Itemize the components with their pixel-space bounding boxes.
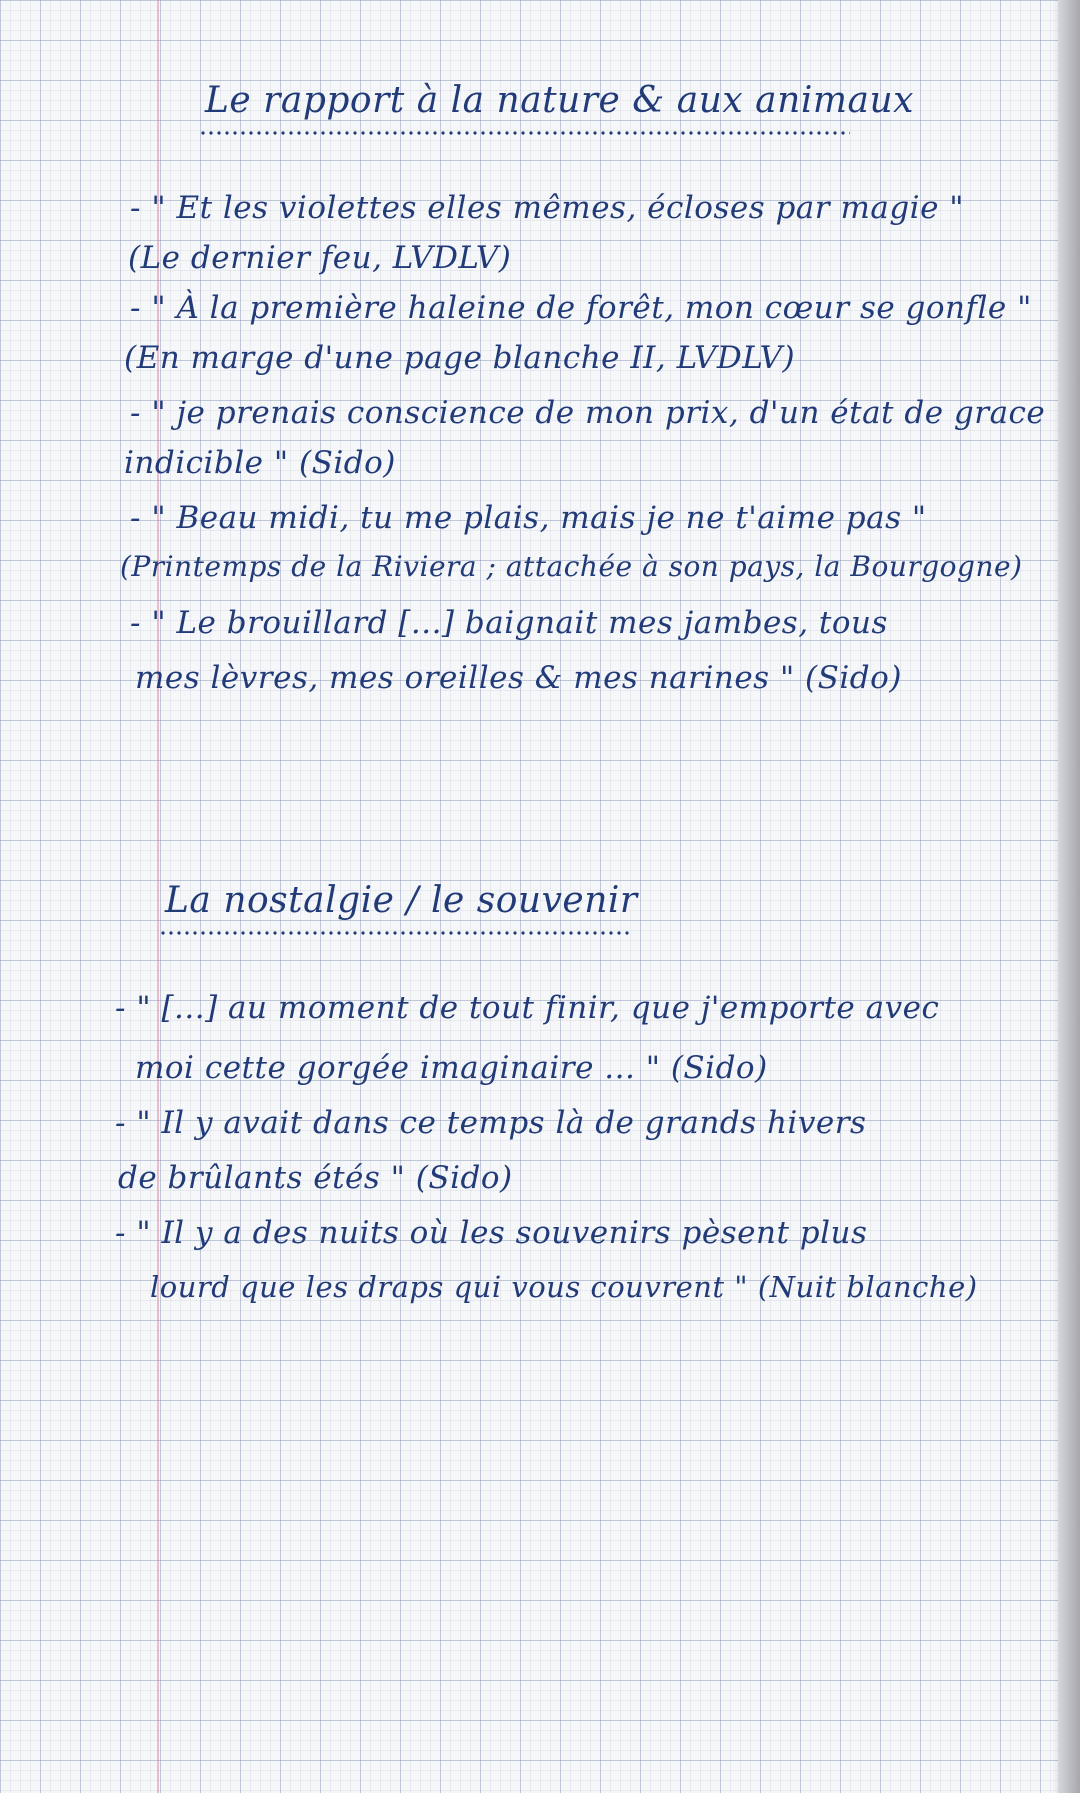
source-line: (Le dernier feu, LVDLV): [128, 240, 512, 276]
quote-line: lourd que les draps qui vous couvrent " (Nuit blanche): [150, 1270, 978, 1304]
title-underline: [160, 930, 630, 936]
quote-line: - " À la première haleine de forêt, mon cœur se gonfle ": [130, 290, 1032, 326]
source-line: (En marge d'une page blanche II, LVDLV): [124, 340, 796, 376]
quote-line: indicible " (Sido): [124, 445, 396, 481]
quote-line: - " Beau midi, tu me plais, mais je ne t'aime pas ": [130, 500, 927, 536]
quote-line: - " Il y avait dans ce temps là de grands hivers: [115, 1105, 867, 1141]
section-title-nature: Le rapport à la nature & aux animaux: [205, 80, 914, 121]
page-edge-shadow: [1052, 0, 1080, 1793]
quote-line: - " je prenais conscience de mon prix, d'un état de grace: [130, 395, 1046, 431]
quote-line: - " Il y a des nuits où les souvenirs pèsent plus: [115, 1215, 868, 1251]
quote-line: mes lèvres, mes oreilles & mes narines " (Sido): [135, 660, 902, 696]
quote-line: - " [...] au moment de tout finir, que j'emporte avec: [115, 990, 940, 1026]
quote-line: - " Le brouillard [...] baignait mes jambes, tous: [130, 605, 888, 641]
section-title-nostalgie: La nostalgie / le souvenir: [165, 880, 638, 921]
title-underline: [200, 130, 850, 136]
source-line: (Printemps de la Riviera ; attachée à son pays, la Bourgogne): [120, 550, 1023, 583]
quote-line: moi cette gorgée imaginaire ... " (Sido): [135, 1050, 768, 1086]
quote-line: - " Et les violettes elles mêmes, écloses par magie ": [130, 190, 965, 226]
quote-line: de brûlants étés " (Sido): [118, 1160, 513, 1196]
